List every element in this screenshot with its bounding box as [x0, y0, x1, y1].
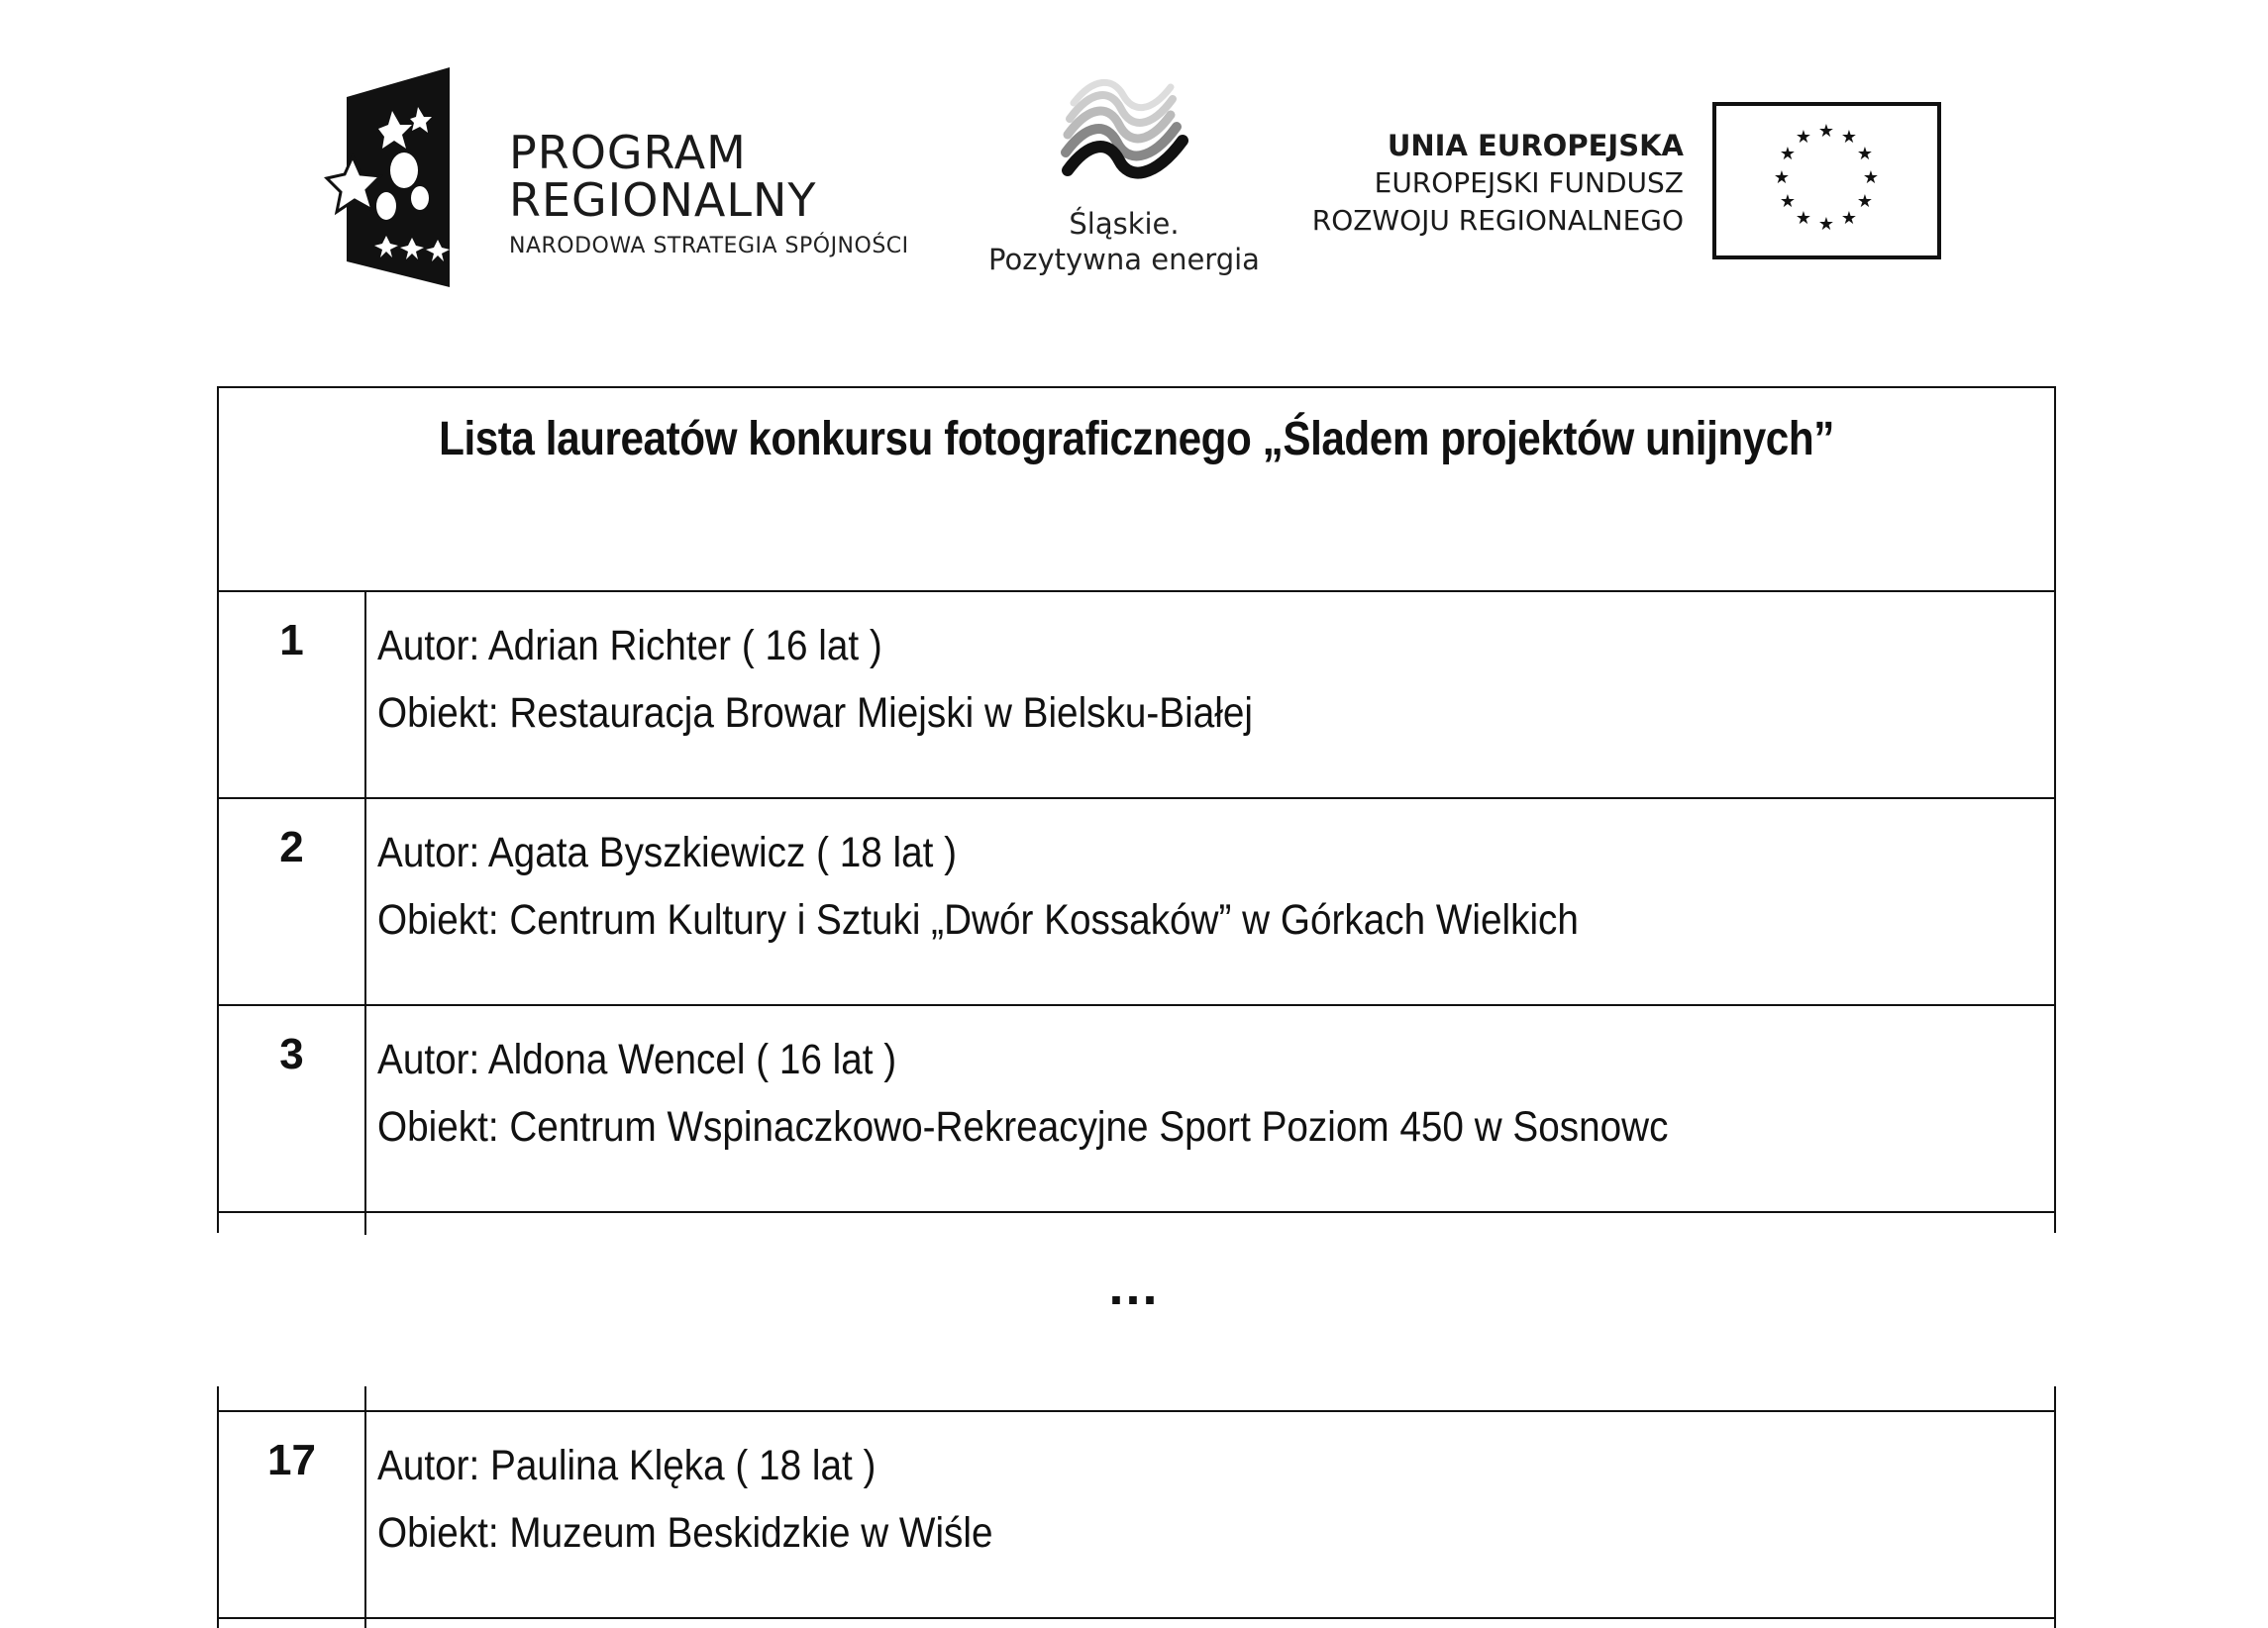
program-regionalny-line2: REGIONALNY	[509, 173, 817, 227]
column-divider	[364, 1386, 366, 1410]
svg-text:★: ★	[1773, 167, 1791, 188]
entry-object: Obiekt: Restauracja Browar Miejski w Bielsku-Białej	[377, 689, 1253, 737]
svg-text:★: ★	[1795, 208, 1812, 229]
program-regionalny-logo	[309, 67, 458, 287]
table-row	[219, 799, 2054, 1006]
eu-line2: EUROPEJSKI FUNDUSZ	[1374, 166, 1684, 199]
entry-author: Autor: Aldona Wencel ( 16 lat )	[377, 1036, 897, 1083]
slaskie-line2: Pozytywna energia	[988, 243, 1260, 276]
svg-text:★: ★	[1779, 191, 1797, 212]
entry-details	[377, 1432, 993, 1567]
entry-object: Obiekt: Muzeum Beskidzkie w Wiśle	[377, 1509, 993, 1557]
program-regionalny-line1: PROGRAM	[509, 126, 747, 179]
column-divider	[364, 592, 366, 797]
entry-author: Autor: Paulina Klęka ( 18 lat )	[377, 1442, 876, 1489]
table-row-cut-off	[219, 1213, 2054, 1235]
program-regionalny-subtitle: NARODOWA STRATEGIA SPÓJNOŚCI	[509, 234, 909, 258]
table-row	[219, 1412, 2054, 1619]
entry-number: 1	[279, 616, 304, 664]
eu-flag-icon	[1712, 102, 1941, 259]
omission-ellipsis: ...	[1108, 1257, 1160, 1316]
column-divider	[364, 1213, 366, 1235]
svg-text:★: ★	[1817, 121, 1835, 142]
column-divider	[364, 799, 366, 1004]
slaskie-wordmark	[980, 206, 1268, 277]
svg-text:★: ★	[1779, 144, 1797, 164]
eu-line1: UNIA EUROPEJSKA	[1387, 129, 1684, 162]
column-divider	[364, 1006, 366, 1211]
entry-object: Obiekt: Centrum Wspinaczkowo-Rekreacyjne Sport Poziom 450 w Sosnowc	[377, 1103, 1669, 1151]
entry-object: Obiekt: Centrum Kultury i Sztuki „Dwór Kossaków” w Górkach Wielkich	[377, 896, 1579, 944]
table-row	[219, 592, 2054, 799]
eu-line3: ROZWOJU REGIONALNEGO	[1311, 204, 1684, 237]
table-row-cut-off	[219, 1619, 2054, 1628]
entry-author: Autor: Agata Byszkiewicz ( 18 lat )	[377, 829, 958, 876]
entry-number: 17	[267, 1436, 316, 1484]
slaskie-line1: Śląskie.	[1069, 207, 1180, 241]
svg-text:★: ★	[1840, 208, 1858, 229]
eu-wordmark	[1238, 127, 1684, 240]
column-divider	[364, 1412, 366, 1617]
svg-text:★: ★	[1795, 127, 1812, 148]
document-title: Lista laureatów konkursu fotograficznego „Śladem projektów unijnych”	[439, 413, 1834, 465]
entry-details	[377, 819, 1579, 954]
svg-text:★: ★	[1817, 214, 1835, 235]
table-title-row	[219, 388, 2054, 592]
laureates-table-top	[217, 386, 2056, 1233]
entry-author: Autor: Adrian Richter ( 16 lat )	[377, 622, 882, 669]
slaskie-logo	[1060, 75, 1188, 186]
entry-number: 3	[279, 1030, 304, 1078]
entry-details	[377, 612, 1253, 747]
svg-text:★: ★	[1840, 127, 1858, 148]
svg-text:★: ★	[1862, 167, 1880, 188]
entry-number: 2	[279, 823, 304, 871]
entry-details	[377, 1026, 1668, 1161]
table-row-cut-off	[219, 1386, 2054, 1412]
table-row	[219, 1006, 2054, 1213]
svg-text:★: ★	[1856, 191, 1874, 212]
svg-text:★: ★	[1856, 144, 1874, 164]
laureates-table-bottom	[217, 1386, 2056, 1628]
program-regionalny-wordmark	[509, 126, 945, 258]
column-divider	[364, 1619, 366, 1628]
